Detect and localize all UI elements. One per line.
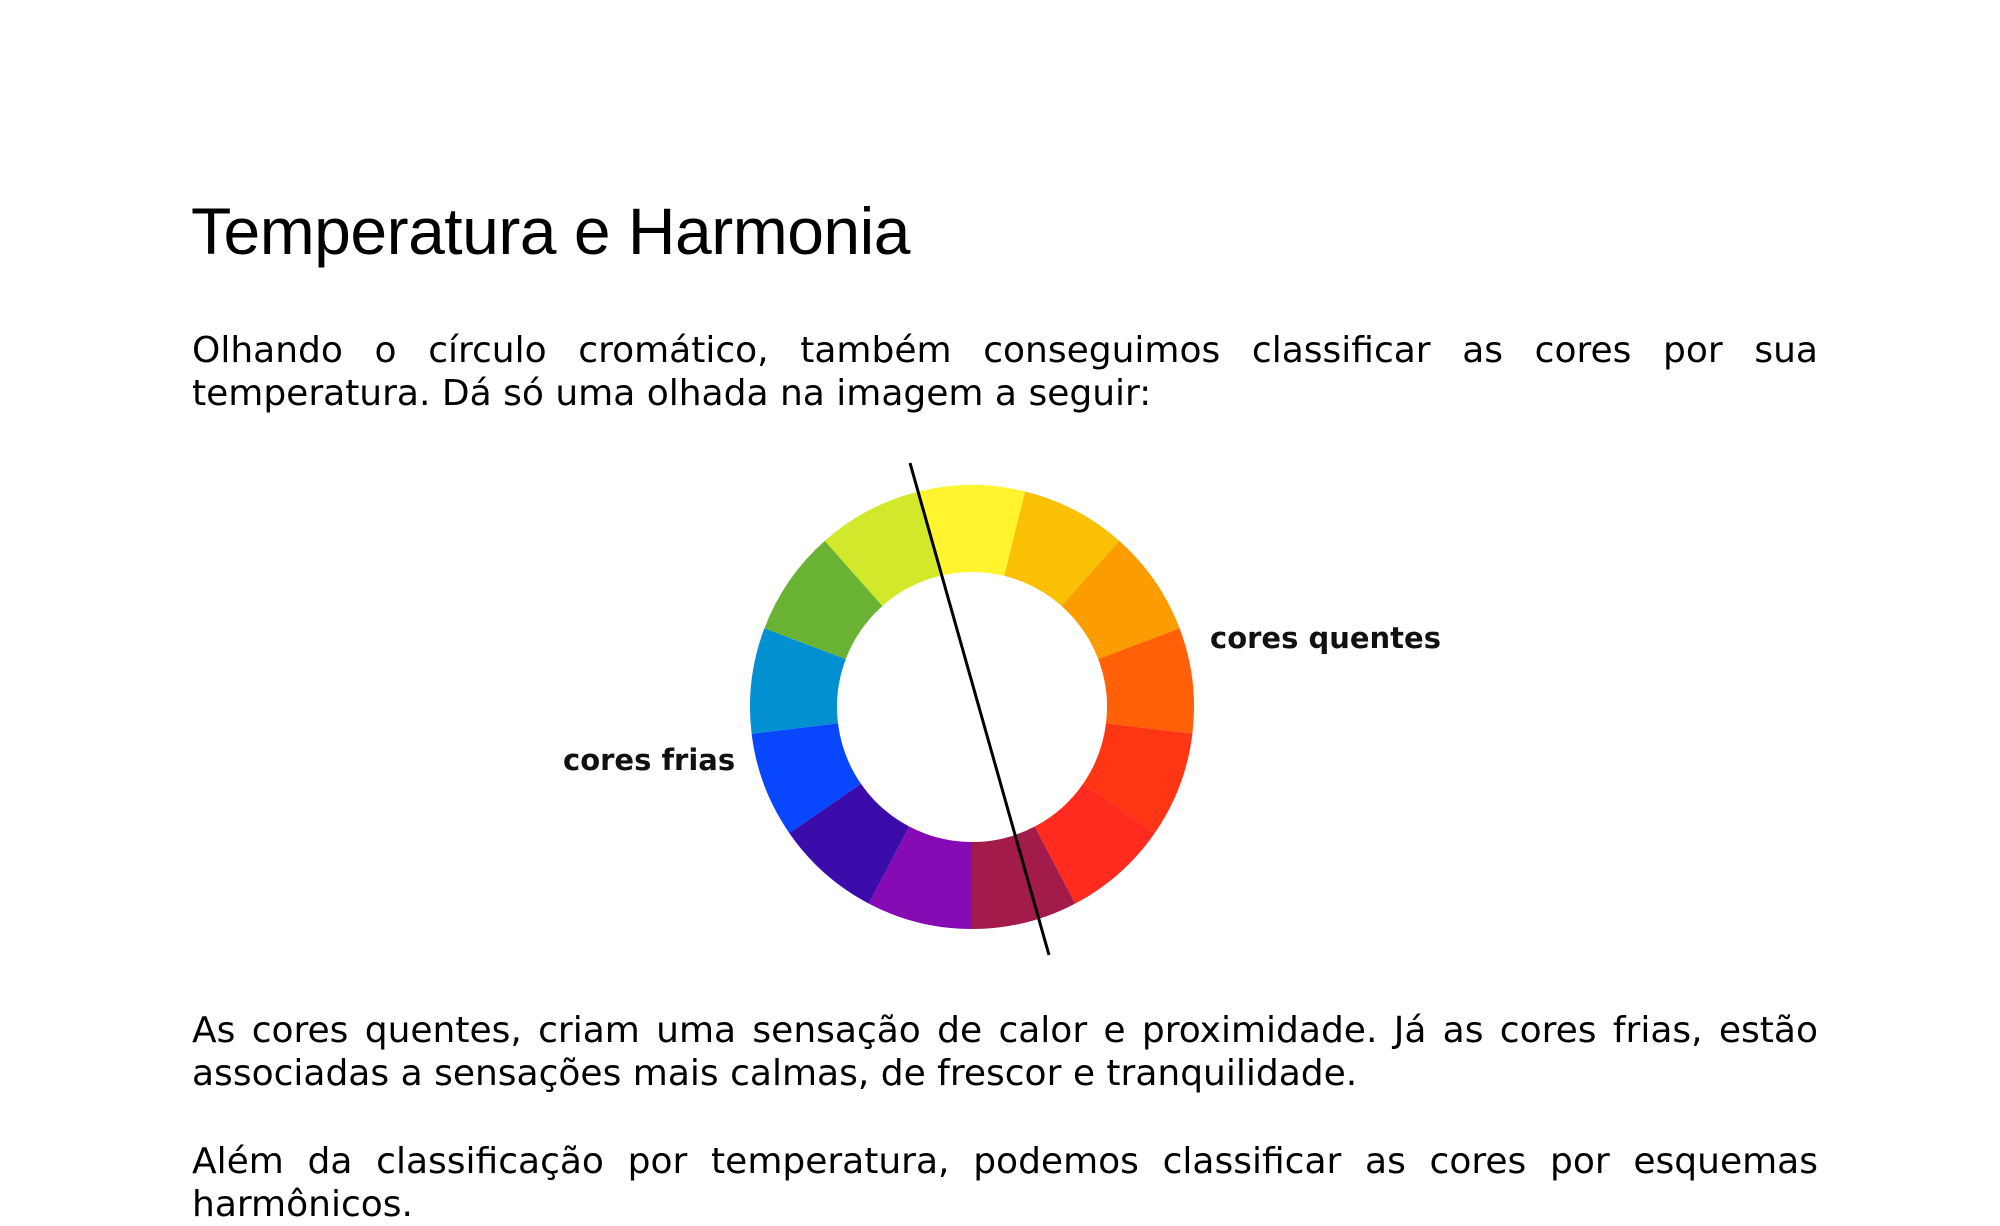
color-wheel-figure (540, 450, 1500, 970)
page-title: Temperatura e Harmonia (191, 194, 910, 268)
color-wheel-ring (750, 485, 1194, 929)
harmony-intro-paragraph: Além da classificação por temperatura, podemos classificar as cores por esquemas harmônicos. (192, 1141, 1818, 1225)
color-wheel-graphic (540, 450, 1500, 970)
warm-colors-label: cores quentes (1210, 621, 1441, 655)
temperature-explanation-paragraph: As cores quentes, criam uma sensação de calor e proximidade. Já as cores frias, estão associadas a sensações mais calmas, de frescor e tranquilidade. (192, 1010, 1818, 1094)
intro-paragraph: Olhando o círculo cromático, também conseguimos classificar as cores por sua temperatura. Dá só uma olhada na imagem a seguir: (192, 330, 1818, 414)
cold-colors-label: cores frias (563, 743, 736, 777)
